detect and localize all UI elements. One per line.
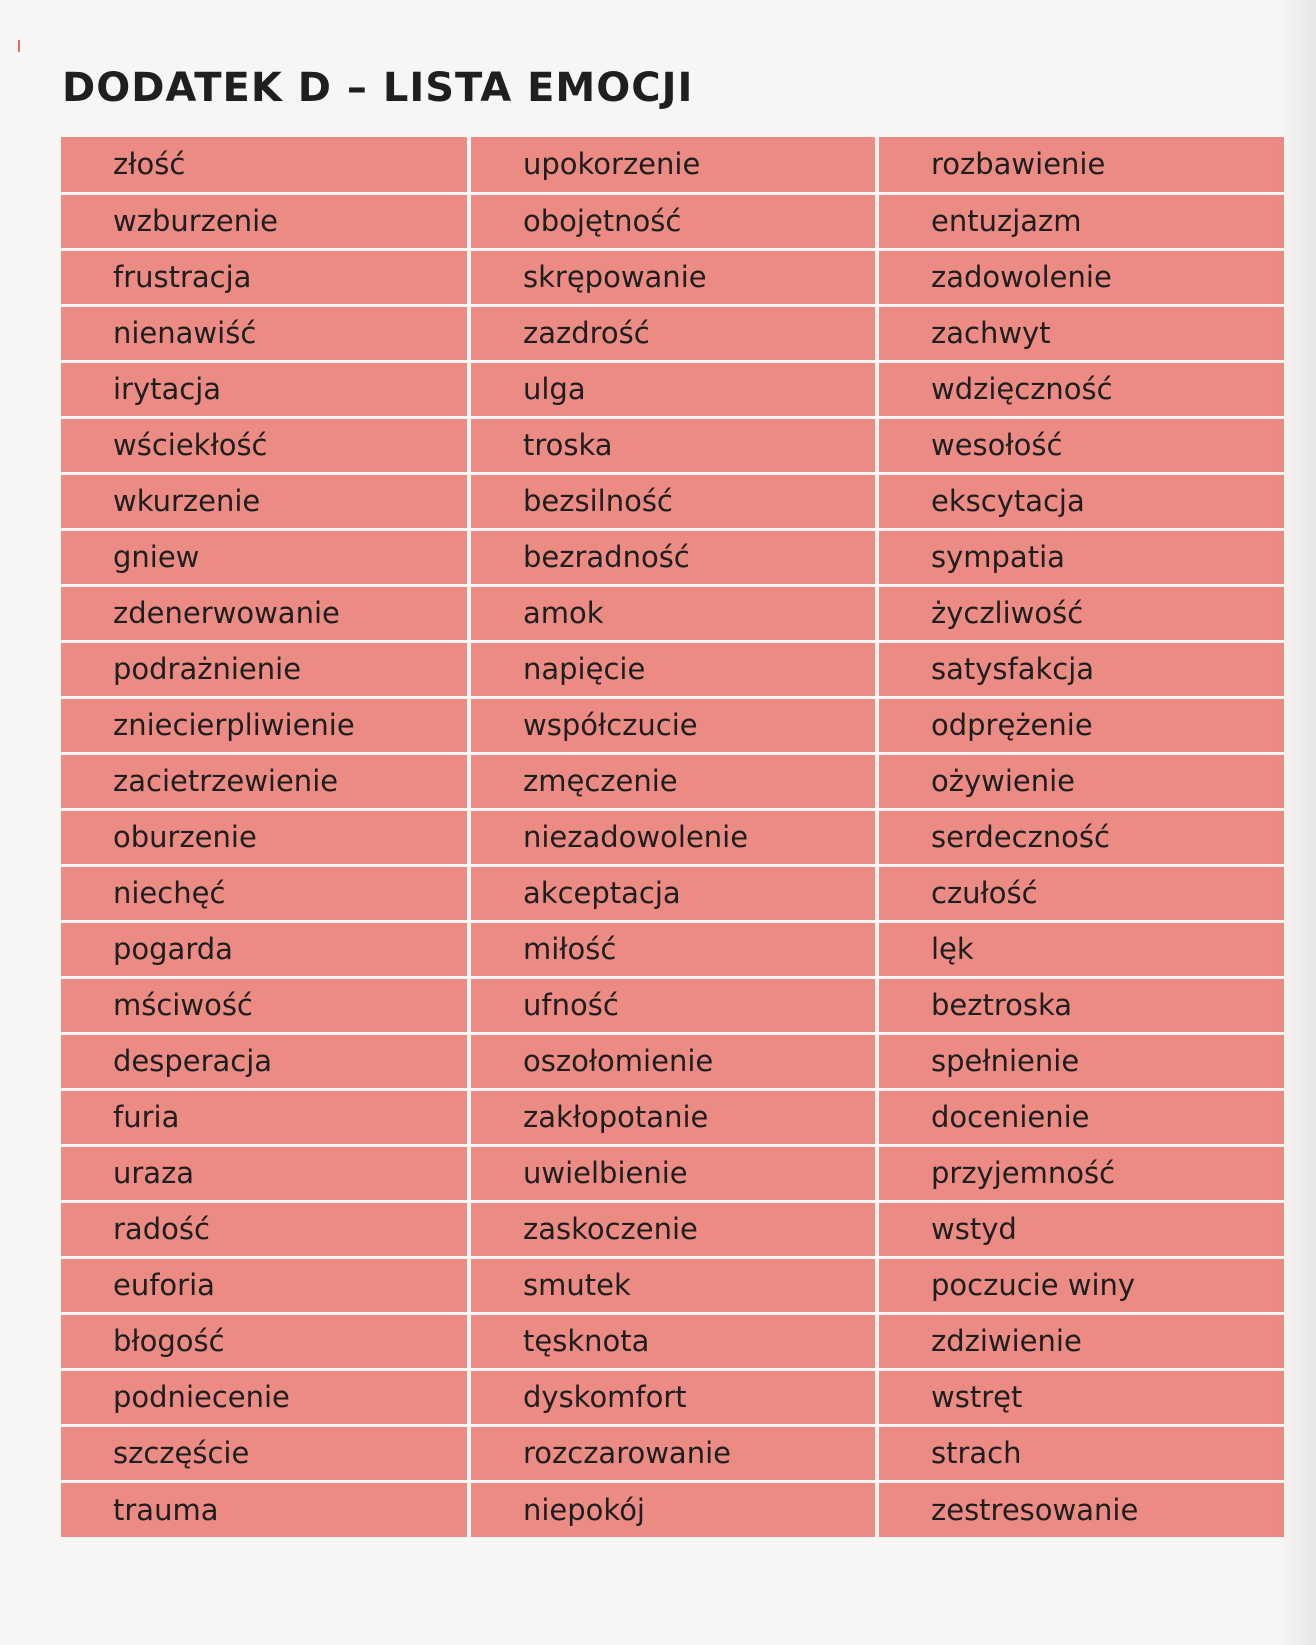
emotions-table [61, 137, 1284, 1537]
emotion-cell: poczucie winy [877, 1257, 1284, 1313]
table-row [61, 1425, 1284, 1481]
emotion-cell: sympatia [877, 529, 1284, 585]
table-row [61, 921, 1284, 977]
table-row [61, 585, 1284, 641]
emotion-cell: zaskoczenie [469, 1201, 877, 1257]
emotion-cell: oburzenie [61, 809, 469, 865]
emotion-cell: zacietrzewienie [61, 753, 469, 809]
emotion-cell: zdziwienie [877, 1313, 1284, 1369]
emotion-cell: czułość [877, 865, 1284, 921]
emotion-cell: rozbawienie [877, 137, 1284, 193]
table-row [61, 641, 1284, 697]
emotion-cell: szczęście [61, 1425, 469, 1481]
table-row [61, 1257, 1284, 1313]
emotion-cell: smutek [469, 1257, 877, 1313]
emotion-cell: irytacja [61, 361, 469, 417]
emotion-cell: rozczarowanie [469, 1425, 877, 1481]
emotion-cell: wesołość [877, 417, 1284, 473]
emotion-cell: niechęć [61, 865, 469, 921]
table-row [61, 1313, 1284, 1369]
emotion-cell: miłość [469, 921, 877, 977]
emotion-cell: ekscytacja [877, 473, 1284, 529]
table-row [61, 305, 1284, 361]
emotion-cell: podrażnienie [61, 641, 469, 697]
emotion-cell: beztroska [877, 977, 1284, 1033]
table-row [61, 1145, 1284, 1201]
emotion-cell: lęk [877, 921, 1284, 977]
emotion-cell: wściekłość [61, 417, 469, 473]
emotion-cell: niezadowolenie [469, 809, 877, 865]
emotion-cell: radość [61, 1201, 469, 1257]
emotion-cell: bezradność [469, 529, 877, 585]
emotion-cell: mściwość [61, 977, 469, 1033]
table-row [61, 473, 1284, 529]
table-row [61, 417, 1284, 473]
emotion-cell: złość [61, 137, 469, 193]
table-row [61, 1089, 1284, 1145]
emotion-cell: wzburzenie [61, 193, 469, 249]
emotion-cell: zmęczenie [469, 753, 877, 809]
emotion-cell: trauma [61, 1481, 469, 1537]
emotion-cell: pogarda [61, 921, 469, 977]
emotion-cell: entuzjazm [877, 193, 1284, 249]
emotion-cell: zniecierpliwienie [61, 697, 469, 753]
emotion-cell: skrępowanie [469, 249, 877, 305]
emotion-cell: amok [469, 585, 877, 641]
emotion-cell: troska [469, 417, 877, 473]
emotion-cell: nienawiść [61, 305, 469, 361]
emotion-cell: zachwyt [877, 305, 1284, 361]
emotion-cell: ufność [469, 977, 877, 1033]
table-row [61, 137, 1284, 193]
emotion-cell: współczucie [469, 697, 877, 753]
emotion-cell: ożywienie [877, 753, 1284, 809]
table-row [61, 753, 1284, 809]
emotions-table-body [61, 137, 1284, 1537]
emotion-cell: furia [61, 1089, 469, 1145]
emotion-cell: spełnienie [877, 1033, 1284, 1089]
emotion-cell: bezsilność [469, 473, 877, 529]
emotion-cell: zadowolenie [877, 249, 1284, 305]
emotion-cell: odprężenie [877, 697, 1284, 753]
emotion-cell: wkurzenie [61, 473, 469, 529]
page-title: DODATEK D – LISTA EMOCJI [62, 64, 694, 111]
table-row [61, 865, 1284, 921]
emotion-cell: błogość [61, 1313, 469, 1369]
table-row [61, 361, 1284, 417]
emotion-cell: docenienie [877, 1089, 1284, 1145]
emotion-cell: satysfakcja [877, 641, 1284, 697]
emotion-cell: serdeczność [877, 809, 1284, 865]
table-row [61, 1033, 1284, 1089]
emotion-cell: frustracja [61, 249, 469, 305]
emotion-cell: strach [877, 1425, 1284, 1481]
emotion-cell: ulga [469, 361, 877, 417]
emotion-cell: tęsknota [469, 1313, 877, 1369]
emotion-cell: dyskomfort [469, 1369, 877, 1425]
emotion-cell: życzliwość [877, 585, 1284, 641]
table-row [61, 1369, 1284, 1425]
emotion-cell: podniecenie [61, 1369, 469, 1425]
table-row [61, 697, 1284, 753]
emotion-cell: euforia [61, 1257, 469, 1313]
emotion-cell: uraza [61, 1145, 469, 1201]
emotion-cell: zakłopotanie [469, 1089, 877, 1145]
emotion-cell: napięcie [469, 641, 877, 697]
emotion-cell: obojętność [469, 193, 877, 249]
emotion-cell: uwielbienie [469, 1145, 877, 1201]
emotion-cell: przyjemność [877, 1145, 1284, 1201]
emotion-cell: niepokój [469, 1481, 877, 1537]
emotion-cell: zdenerwowanie [61, 585, 469, 641]
emotion-cell: desperacja [61, 1033, 469, 1089]
emotion-cell: zazdrość [469, 305, 877, 361]
emotion-cell: upokorzenie [469, 137, 877, 193]
table-row [61, 529, 1284, 585]
margin-mark [18, 40, 20, 52]
emotion-cell: akceptacja [469, 865, 877, 921]
table-row [61, 249, 1284, 305]
emotion-cell: oszołomienie [469, 1033, 877, 1089]
table-row [61, 977, 1284, 1033]
table-row [61, 1201, 1284, 1257]
table-row [61, 809, 1284, 865]
table-row [61, 1481, 1284, 1537]
table-row [61, 193, 1284, 249]
emotion-cell: wstręt [877, 1369, 1284, 1425]
emotion-cell: zestresowanie [877, 1481, 1284, 1537]
emotion-cell: wstyd [877, 1201, 1284, 1257]
emotion-cell: gniew [61, 529, 469, 585]
emotion-cell: wdzięczność [877, 361, 1284, 417]
